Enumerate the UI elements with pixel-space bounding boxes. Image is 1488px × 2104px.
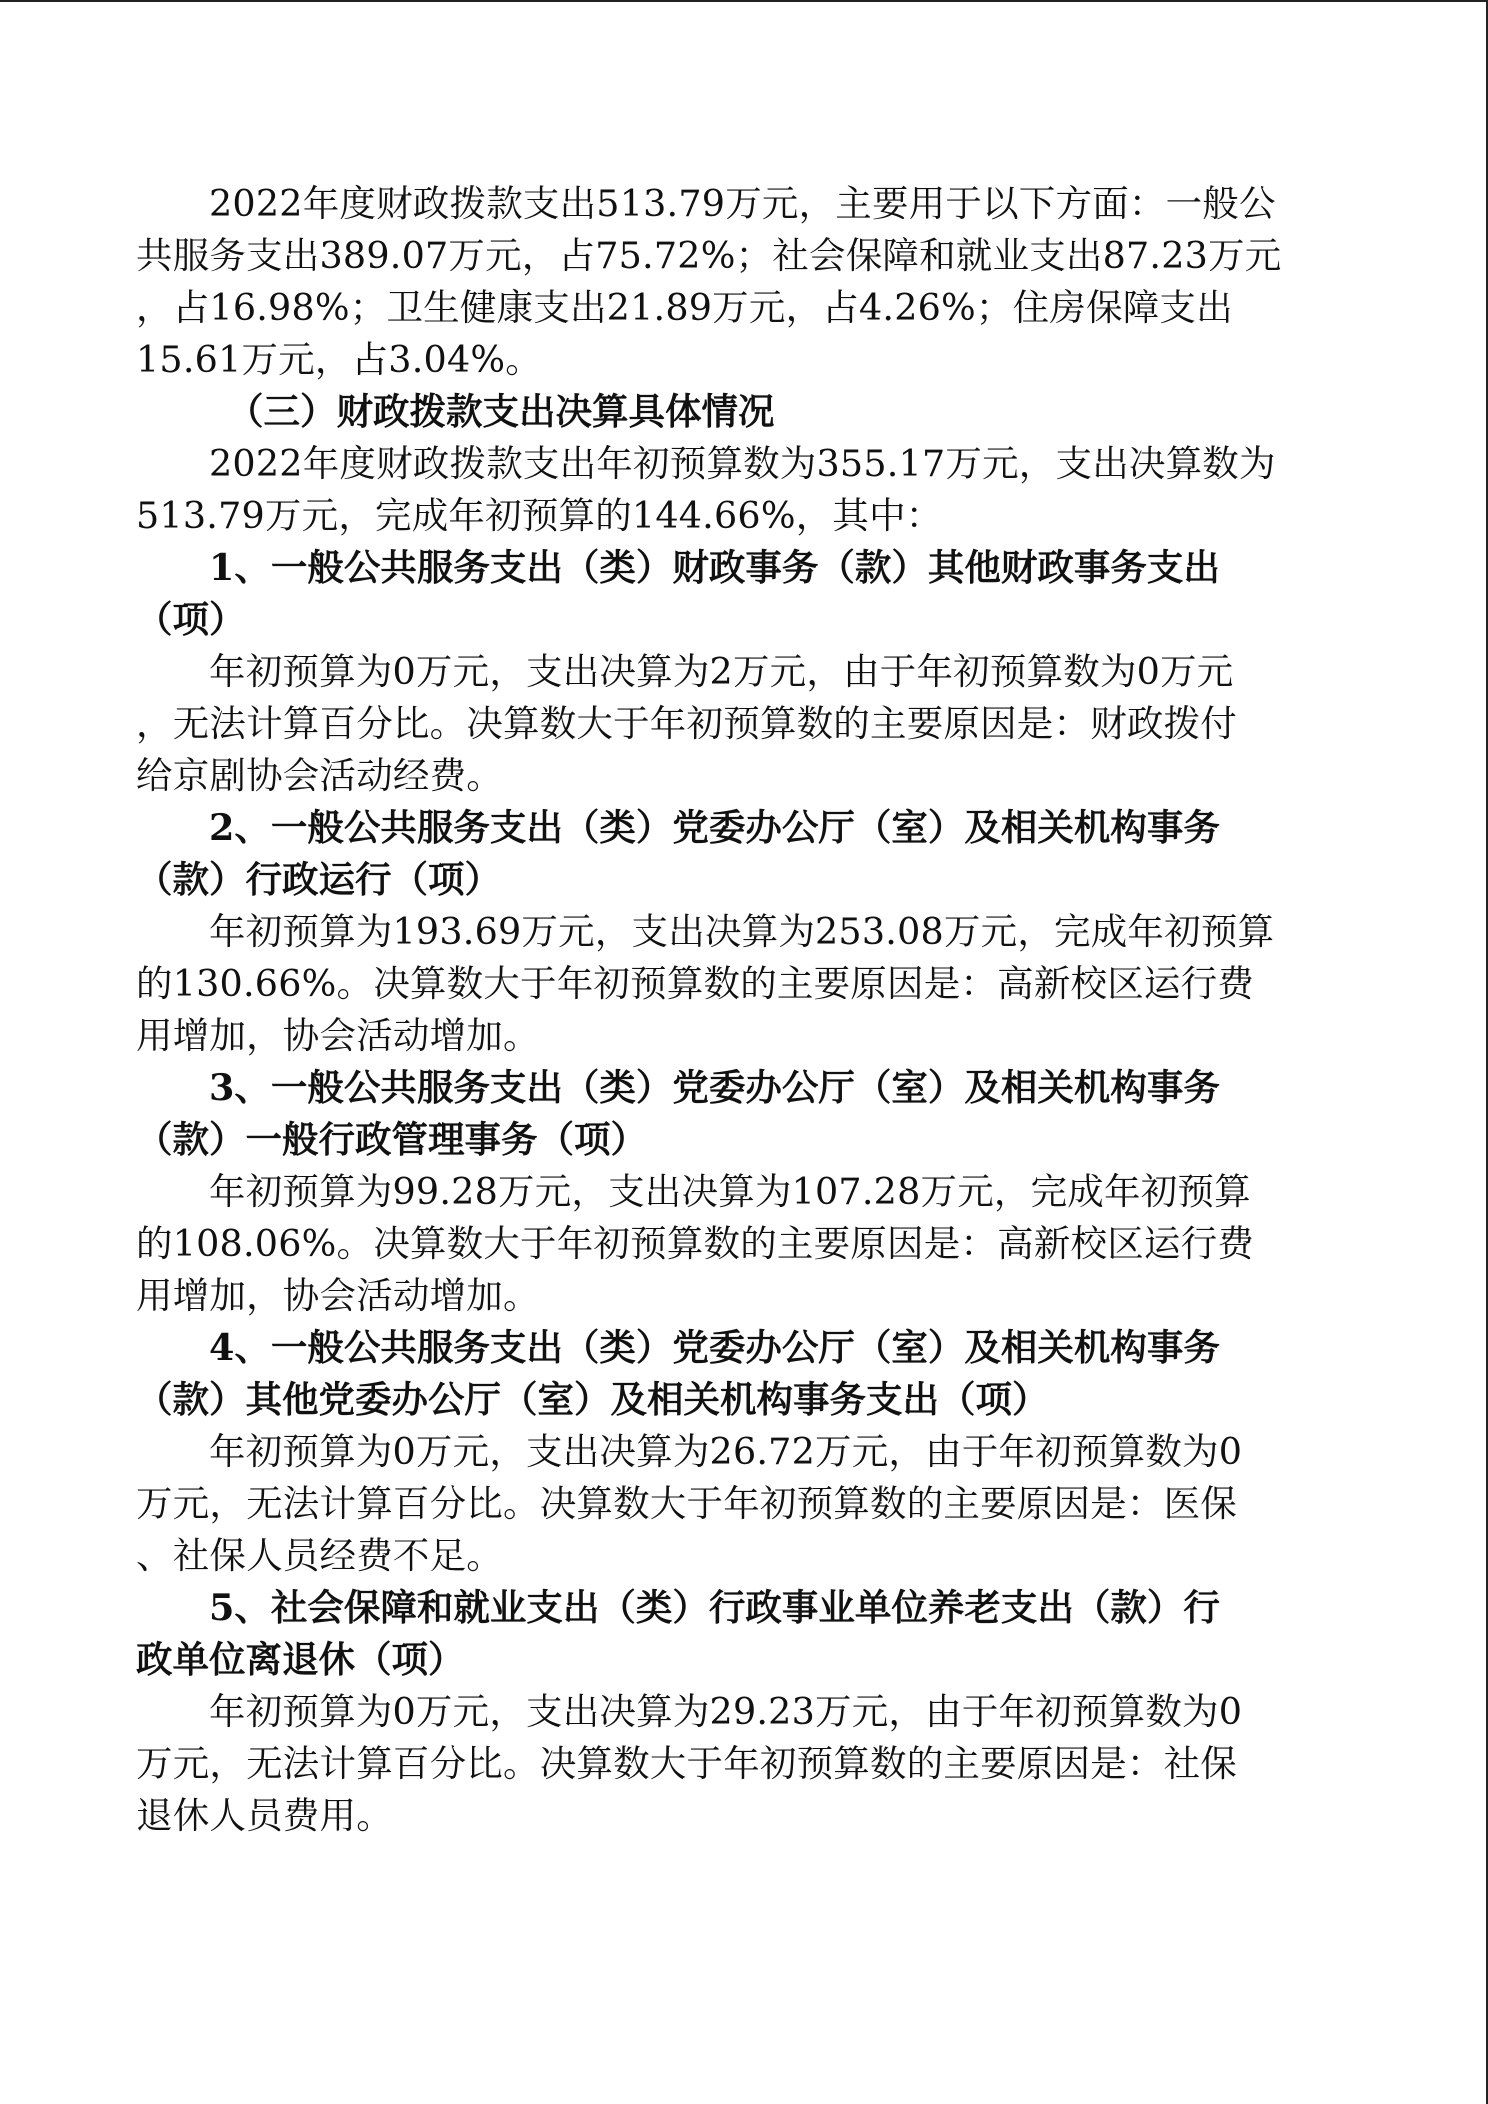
item-1-heading: 1、一般公共服务支出（类）财政事务（款）其他财政事务支出 （项） — [136, 546, 1220, 641]
item-3-body: 年初预算为99.28万元，支出决算为107.28万元，完成年初预算 的108.06%。决算数大于年初预算数的主要原因是：高新校区运行费 用增加，协会活动增加。 — [136, 1170, 1254, 1317]
item-5-body: 年初预算为0万元，支出决算为29.23万元，由于年初预算数为0 万元，无法计算百分比。决算数大于年初预算数的主要原因是：社保 退休人员费用。 — [136, 1690, 1243, 1837]
item-2-body: 年初预算为193.69万元，支出决算为253.08万元，完成年初预算 的130.66%。决算数大于年初预算数的主要原因是：高新校区运行费 用增加，协会活动增加。 — [136, 910, 1275, 1057]
item-5-heading: 5、社会保障和就业支出（类）行政事业单位养老支出（款）行 政单位离退休（项） — [136, 1586, 1220, 1681]
summary-paragraph: 2022年度财政拨款支出年初预算数为355.17万元，支出决算数为 513.79万元，完成年初预算的144.66%，其中： — [136, 442, 1276, 537]
page-border-top — [0, 0, 1488, 2]
item-1-body: 年初预算为0万元，支出决算为2万元，由于年初预算数为0万元 ，无法计算百分比。决算数大于年初预算数的主要原因是：财政拨付 给京剧协会活动经费。 — [136, 650, 1237, 797]
item-3-heading: 3、一般公共服务支出（类）党委办公厅（室）及相关机构事务 （款）一般行政管理事务（项） — [136, 1066, 1220, 1161]
item-2-heading: 2、一般公共服务支出（类）党委办公厅（室）及相关机构事务 （款）行政运行（项） — [136, 806, 1220, 901]
item-4-body: 年初预算为0万元，支出决算为26.72万元，由于年初预算数为0 万元，无法计算百分比。决算数大于年初预算数的主要原因是：医保 、社保人员经费不足。 — [136, 1430, 1243, 1577]
section-title: （三）财政拨款支出决算具体情况 — [227, 390, 775, 433]
document-body — [136, 178, 1332, 1842]
intro-paragraph: 2022年度财政拨款支出513.79万元，主要用于以下方面：一般公 共服务支出389.07万元，占75.72%；社会保障和就业支出87.23万元 ，占16.98%；卫生健康支出21.89万元，占4.26%；住房保障支出 15.61万元，占3.04%。 — [136, 182, 1282, 381]
item-4-heading: 4、一般公共服务支出（类）党委办公厅（室）及相关机构事务 （款）其他党委办公厅（室）及相关机构事务支出（项） — [136, 1326, 1220, 1421]
